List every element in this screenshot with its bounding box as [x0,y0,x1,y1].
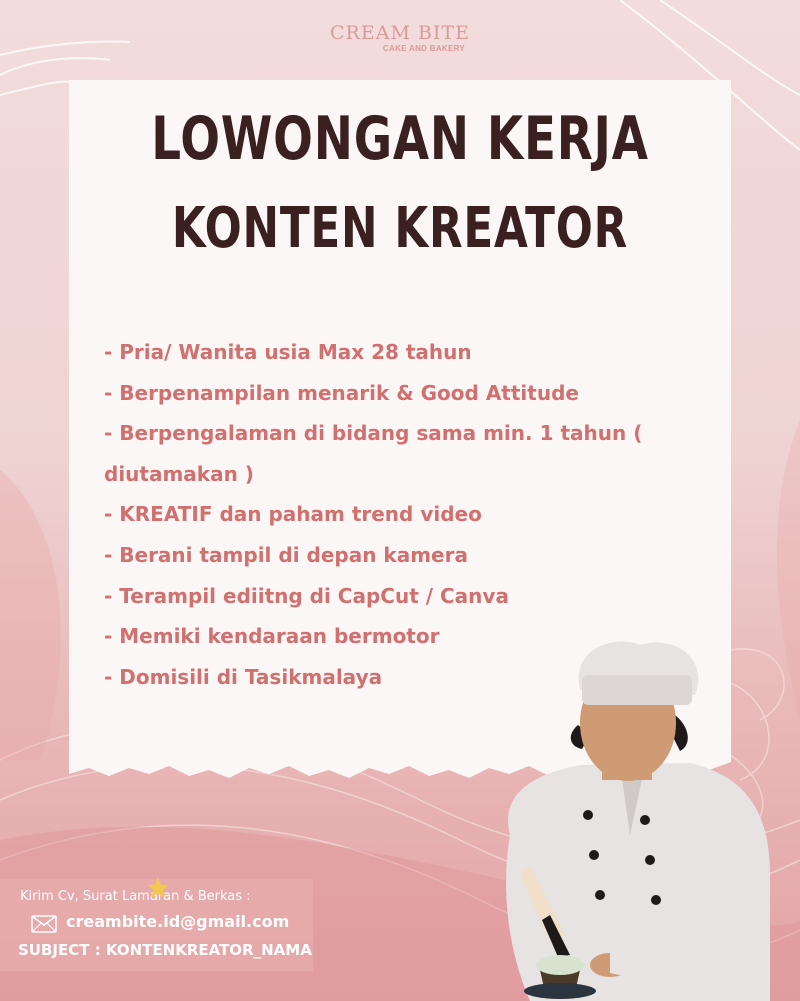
list-item: diutamakan ) [104,461,254,486]
list-item: - KREATIF dan paham trend video [104,502,482,527]
contact-subject: SUBJECT : KONTENKREATOR_NAMA [18,941,312,959]
list-item: - Terampil ediitng di CapCut / Canva [104,583,509,608]
chef-illustration [470,635,800,1001]
list-item: - Domisili di Tasikmalaya [104,664,383,689]
list-item: - Berpenampilan menarik & Good Attitude [104,380,579,405]
brand-logo [0,22,800,53]
brand-tagline: CAKE AND BAKERY [382,44,466,53]
headline-position: KONTEN KREATOR [171,196,629,261]
brand-name: CREAM BITE [330,22,470,44]
list-item: - Berani tampil di depan kamera [104,542,468,567]
contact-intro: Kirim Cv, Surat Lamaran & Berkas : [20,889,251,904]
list-item: - Pria/ Wanita usia Max 28 tahun [104,340,472,364]
headline-title: LOWONGAN KERJA [151,104,649,174]
list-item: - Berpengalaman di bidang sama min. 1 tahun ( [104,421,643,446]
contact-email[interactable]: creambite.id@gmail.com [66,912,290,931]
star-icon [146,876,170,900]
list-item: - Memiki kendaraan bermotor [104,624,440,649]
envelope-icon [31,915,57,933]
